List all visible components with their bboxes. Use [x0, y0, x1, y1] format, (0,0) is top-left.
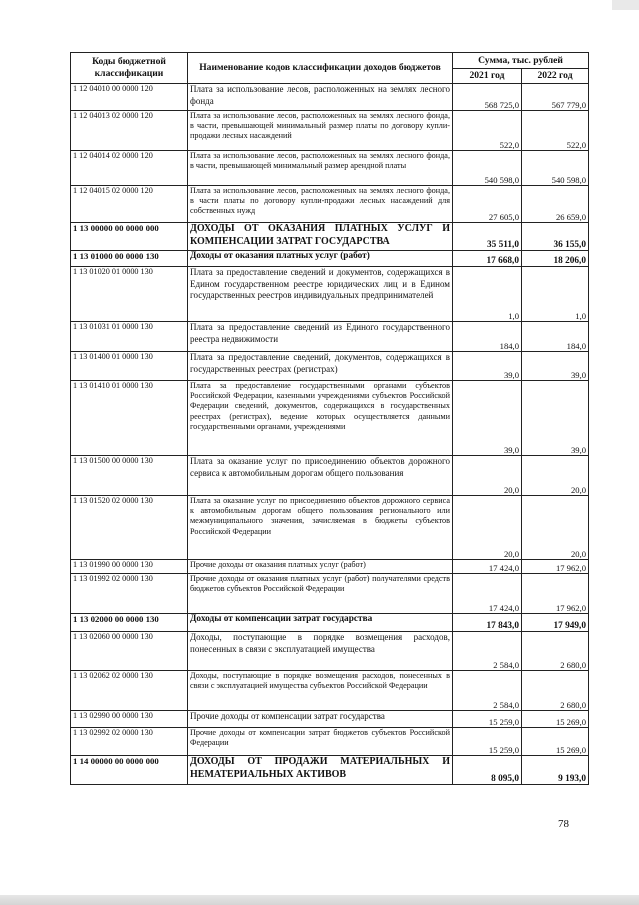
row-value-2021: 2 584,0: [453, 632, 522, 671]
row-value-2021: 2 584,0: [453, 671, 522, 711]
row-code: 1 13 01992 02 0000 130: [71, 574, 188, 614]
row-name: Прочие доходы от оказания платных услуг (работ): [188, 560, 453, 574]
row-name: Плата за использование лесов, расположенных на землях лесного фонда, в части платы по договору купли-продажи лесных насаждений для собственных нужд: [188, 186, 453, 223]
row-value-2022: 39,0: [522, 352, 589, 381]
row-code: 1 14 00000 00 0000 000: [71, 756, 188, 785]
table-row-section: [71, 614, 589, 632]
row-name: Плата за использование лесов, расположенных на землях лесного фонда: [188, 84, 453, 111]
row-value-2022: 540 598,0: [522, 151, 589, 186]
table-row: [71, 496, 589, 560]
row-code: 1 13 02992 02 0000 130: [71, 728, 188, 756]
table-row: [71, 728, 589, 756]
row-value-2022: 567 779,0: [522, 84, 589, 111]
table-row: [71, 267, 589, 322]
scan-corner-shade: [612, 0, 639, 10]
row-name: ДОХОДЫ ОТ ОКАЗАНИЯ ПЛАТНЫХ УСЛУГ И КОМПЕНСАЦИИ ЗАТРАТ ГОСУДАРСТВА: [188, 223, 453, 251]
table-row: [71, 352, 589, 381]
row-value-2021: 17 843,0: [453, 614, 522, 632]
row-value-2022: 15 269,0: [522, 728, 589, 756]
row-name: Плата за предоставление сведений, документов, содержащихся в государственных реестрах (регистрах): [188, 352, 453, 381]
row-name: Плата за предоставление сведений и документов, содержащихся в Едином государственном реестре юридических лиц и в Едином государственных реестров индивидуальных предпринимателей: [188, 267, 453, 322]
row-name: Плата за оказание услуг по присоединению объектов дорожного сервиса к автомобильным дорогам общего пользования регионального или межмуниципального значения, зачисляемая в бюджеты субъектов Российской Федерации: [188, 496, 453, 560]
row-value-2022: 20,0: [522, 496, 589, 560]
row-value-2021: 1,0: [453, 267, 522, 322]
table-row: [71, 456, 589, 496]
row-value-2021: 39,0: [453, 352, 522, 381]
row-value-2022: 17 962,0: [522, 574, 589, 614]
row-name: Плата за предоставление государственными органами субъектов Российской Федерации, казенными учреждениями субъектов Российской Федерации сведений, документов, содержащихся в государственных реестрах (регистрах), ведение которых осуществляется данными государственными органами, учреждениями: [188, 381, 453, 456]
row-name: Доходы, поступающие в порядке возмещения расходов, понесенных в связи с эксплуатацией имущества: [188, 632, 453, 671]
table-row: [71, 111, 589, 151]
table-row: [71, 381, 589, 456]
row-value-2021: 17 424,0: [453, 574, 522, 614]
row-code: 1 13 02062 02 0000 130: [71, 671, 188, 711]
row-code: 1 13 01020 01 0000 130: [71, 267, 188, 322]
row-code: 1 12 04010 00 0000 120: [71, 84, 188, 111]
row-name: Плата за использование лесов, расположенных на землях лесного фонда, в части, превышающей минимальный размер платы по договору купли-продажи лесных насаждений: [188, 111, 453, 151]
row-value-2021: 540 598,0: [453, 151, 522, 186]
row-value-2022: 39,0: [522, 381, 589, 456]
row-code: 1 12 04014 02 0000 120: [71, 151, 188, 186]
row-code: 1 13 01410 01 0000 130: [71, 381, 188, 456]
row-name: Доходы от компенсации затрат государства: [188, 614, 453, 632]
table-row: [71, 322, 589, 352]
header-code-names: Наименование кодов классификации доходов бюджетов: [188, 53, 453, 84]
row-value-2022: 26 659,0: [522, 186, 589, 223]
table-row: [71, 632, 589, 671]
row-code: 1 13 01990 00 0000 130: [71, 560, 188, 574]
header-budget-codes: Коды бюджетной классификации: [71, 53, 188, 84]
row-value-2021: 17 668,0: [453, 251, 522, 267]
row-value-2022: 17 962,0: [522, 560, 589, 574]
row-value-2021: 8 095,0: [453, 756, 522, 785]
row-value-2021: 568 725,0: [453, 84, 522, 111]
header-year-2021: 2021 год: [453, 69, 522, 84]
row-name: Прочие доходы от оказания платных услуг (работ) получателями средств бюджетов субъектов Российской Федерации: [188, 574, 453, 614]
row-value-2021: 27 605,0: [453, 186, 522, 223]
row-value-2021: 17 424,0: [453, 560, 522, 574]
row-value-2022: 15 269,0: [522, 711, 589, 728]
table-row: [71, 151, 589, 186]
row-code: 1 13 02990 00 0000 130: [71, 711, 188, 728]
table-row: [71, 560, 589, 574]
row-value-2022: 20,0: [522, 456, 589, 496]
row-name: Доходы, поступающие в порядке возмещения расходов, понесенных в связи с эксплуатацией имущества субъектов Российской Федерации: [188, 671, 453, 711]
row-name: ДОХОДЫ ОТ ПРОДАЖИ МАТЕРИАЛЬНЫХ И НЕМАТЕРИАЛЬНЫХ АКТИВОВ: [188, 756, 453, 785]
row-code: 1 13 02000 00 0000 130: [71, 614, 188, 632]
row-value-2021: 15 259,0: [453, 711, 522, 728]
row-value-2022: 2 680,0: [522, 671, 589, 711]
row-value-2021: 15 259,0: [453, 728, 522, 756]
row-value-2021: 20,0: [453, 496, 522, 560]
row-value-2022: 522,0: [522, 111, 589, 151]
row-value-2021: 39,0: [453, 381, 522, 456]
row-value-2022: 2 680,0: [522, 632, 589, 671]
row-code: 1 13 01500 00 0000 130: [71, 456, 188, 496]
budget-revenue-table: [70, 52, 589, 785]
header-sum: Сумма, тыс. рублей: [453, 53, 589, 69]
row-code: 1 13 01031 01 0000 130: [71, 322, 188, 352]
row-value-2022: 1,0: [522, 267, 589, 322]
table-row: [71, 574, 589, 614]
row-code: 1 13 01400 01 0000 130: [71, 352, 188, 381]
table-row: [71, 711, 589, 728]
table-row: [71, 186, 589, 223]
row-name: Плата за использование лесов, расположенных на землях лесного фонда, в части, превышающей минимальный размер арендной платы: [188, 151, 453, 186]
row-value-2021: 522,0: [453, 111, 522, 151]
row-code: 1 12 04013 02 0000 120: [71, 111, 188, 151]
scan-bottom-edge: [0, 895, 639, 905]
row-value-2022: 9 193,0: [522, 756, 589, 785]
header-year-2022: 2022 год: [522, 69, 589, 84]
table-row: [71, 671, 589, 711]
row-name: Прочие доходы от компенсации затрат государства: [188, 711, 453, 728]
row-value-2021: 20,0: [453, 456, 522, 496]
row-name: Доходы от оказания платных услуг (работ): [188, 251, 453, 267]
row-name: Плата за предоставление сведений из Единого государственного реестра недвижимости: [188, 322, 453, 352]
row-code: 1 12 04015 02 0000 120: [71, 186, 188, 223]
page-number: 78: [558, 818, 569, 830]
row-name: Плата за оказание услуг по присоединению объектов дорожного сервиса к автомобильным дорогам общего пользования: [188, 456, 453, 496]
table-row-section: [71, 223, 589, 251]
table-row-section: [71, 251, 589, 267]
row-value-2021: 35 511,0: [453, 223, 522, 251]
row-value-2022: 17 949,0: [522, 614, 589, 632]
row-code: 1 13 01520 02 0000 130: [71, 496, 188, 560]
row-name: Прочие доходы от компенсации затрат бюджетов субъектов Российской Федерации: [188, 728, 453, 756]
row-code: 1 13 01000 00 0000 130: [71, 251, 188, 267]
row-value-2022: 18 206,0: [522, 251, 589, 267]
row-code: 1 13 00000 00 0000 000: [71, 223, 188, 251]
table-row: [71, 84, 589, 111]
row-code: 1 13 02060 00 0000 130: [71, 632, 188, 671]
table-row-section: [71, 756, 589, 785]
row-value-2022: 36 155,0: [522, 223, 589, 251]
row-value-2021: 184,0: [453, 322, 522, 352]
row-value-2022: 184,0: [522, 322, 589, 352]
